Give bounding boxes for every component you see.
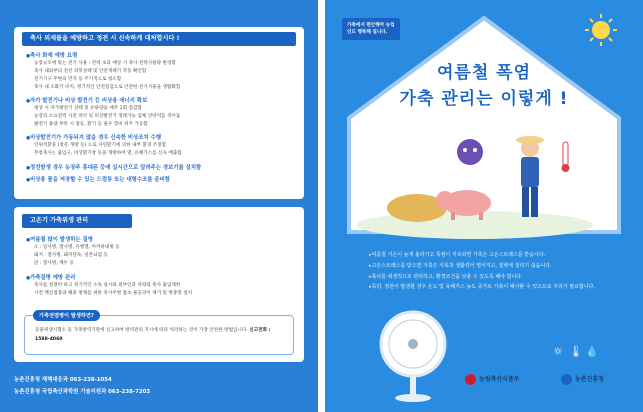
list-item: 발전기 용량 부족 시 점등, 환기 등 필수 장비 위주 가동함 [34, 122, 148, 127]
list-item: 인위적환풍 (창문 개방 등) 으로 자연환기에 의한 내부 환경 조절함 [34, 143, 167, 148]
list-item: ▸ 여름철 기온이 높게 올라가고 폭염이 지속되면 가축은 고온스트레스를 받습니다. [369, 252, 601, 260]
list-item: 축사 내 소화기 비치, 정기적인 안전점검으로 안전한 전기사용을 생활화함 [34, 85, 181, 90]
rda-logo [561, 374, 604, 385]
farm-safety-banner: 축사 외재물을 예방하고 정전 시 신속하게 대처합시다 ! [22, 32, 296, 46]
section-title: ● 비상용 물을 저장할 수 있는 드럼통 또는 대형수조를 준비함 [26, 175, 170, 183]
thermometer-icon [562, 142, 570, 172]
report-contact-box [24, 315, 294, 355]
right-panel [325, 0, 643, 412]
section-title: ● 가축질병 예방 관리 [26, 273, 75, 281]
footer-contact: 농촌진흥청 국립축산과학원 기술지원과 063-238-7203 [14, 389, 151, 395]
list-item: 농장규모에 맞는 전기 사용 : 전력 초과 예상 시 축사 전력사용량 변경함 [34, 61, 176, 66]
contact-text [35, 326, 285, 344]
virus-icon [457, 139, 483, 165]
list-item: 축사 내외부의 전선 피복상태 및 안전개폐기 작동 확인함 [34, 69, 147, 74]
ministry-name: 농림축산식품부 [479, 376, 520, 383]
heat-advice-list [369, 252, 601, 295]
section-title: ● 비상발전기가 가동되지 않을 경우 신속한 비상조치 수행 [26, 133, 161, 141]
rda-name: 농촌진흥청 [575, 376, 604, 383]
farm-safety-card [14, 27, 304, 199]
list-item: 소 : 일사병, 열사병, 유행열, 아까바네병 등 [34, 245, 120, 250]
humidity-icon: 💧 [585, 345, 599, 358]
page-subtitle: 가축 관리는 이렇게 ! [399, 89, 569, 109]
livestock-hygiene-banner: 고온기 가축위생 관리 [22, 214, 132, 228]
left-panel [0, 0, 318, 412]
list-item: 농장의 소요전력 사전 파악 및 비상발전기 정태가능 업체 연락처를 적어둠 [34, 114, 181, 119]
thermometer-icon: 🌡 [569, 345, 583, 358]
section-title: ● 여름철 많이 발생하는 질병 [26, 235, 93, 243]
page-title: 여름철 폭염 [436, 63, 532, 83]
ministry-emblem-icon [465, 374, 476, 385]
fan-icon [381, 312, 445, 402]
report-phone: 신고전화 : 1588-4060 [35, 328, 271, 342]
section-title: ● 정전발생 경우 농장주 휴대폰 등에 실시간으로 알려주는 경보기를 설치함 [26, 163, 201, 171]
list-item: 돼지 : 열사병, 돼지단독, 일본뇌염 등 [34, 253, 108, 258]
list-item: 닭 : 열사병, 계두 등 [34, 261, 74, 266]
sun-icon [585, 14, 617, 46]
sun-icon: ☼ [553, 345, 563, 358]
list-item: 사전 백신접종과 해충 방제를 위한 축사주변 잡초·물웅덩이 제거 및 방충망 설치 [34, 291, 193, 296]
list-item: 축사를 청결히 하고 정기적인 소독 실시와 외부인과 차량의 축사 출입제한 [34, 283, 181, 288]
rda-emblem-icon [561, 374, 572, 385]
ministry-logo [465, 374, 520, 385]
contact-title: 가축전염병이 발생하면? [33, 310, 100, 321]
contact-description: 동물위생시험소 등 가축방역기관에 신고하여 방역관의 지시에 따라 처리하는 것이 가장 안전한 방법입니다. [35, 328, 248, 333]
list-item: ▸ 고온스트레스를 받으면 가축은 식욕과 생활력이 떨어지고, 질병에 걸리기 쉽습니다. [369, 263, 601, 271]
list-item: ▸ 특히, 정전이 발생할 경우 온도 및 유해가스 농도 증가로 가축이 폐사할 수 있으므로 주의가 필요합니다. [369, 284, 601, 292]
list-item: 무창축사는 출입구, 비상환기창 등을 개방하여 열, 유해가스를 신속 배출함 [34, 151, 182, 156]
list-item: 전기기구 주변의 먼지 등 주기적으로 청소함 [34, 77, 122, 82]
list-item: ▸ 축사를 위생적으로 관리하고, 환경조건을 낮출 수 있도록 해야 합니다. [369, 274, 601, 282]
section-title: ● 자가 발전기나 비상 발전기 등 비상용 에너지 확보 [26, 96, 147, 104]
section-title: ● 축사 화재 예방 요령 [26, 51, 77, 59]
footer-contact: 농촌진흥청 재해대응과 063-238-1054 [14, 377, 112, 383]
list-item: 평상 시 자가발전기 상태 및 유류량을 매주 1회 점검함 [34, 106, 142, 111]
slogan-tag: 가축에서 편안해야 농업인도 행복해 집니다. [342, 18, 400, 40]
